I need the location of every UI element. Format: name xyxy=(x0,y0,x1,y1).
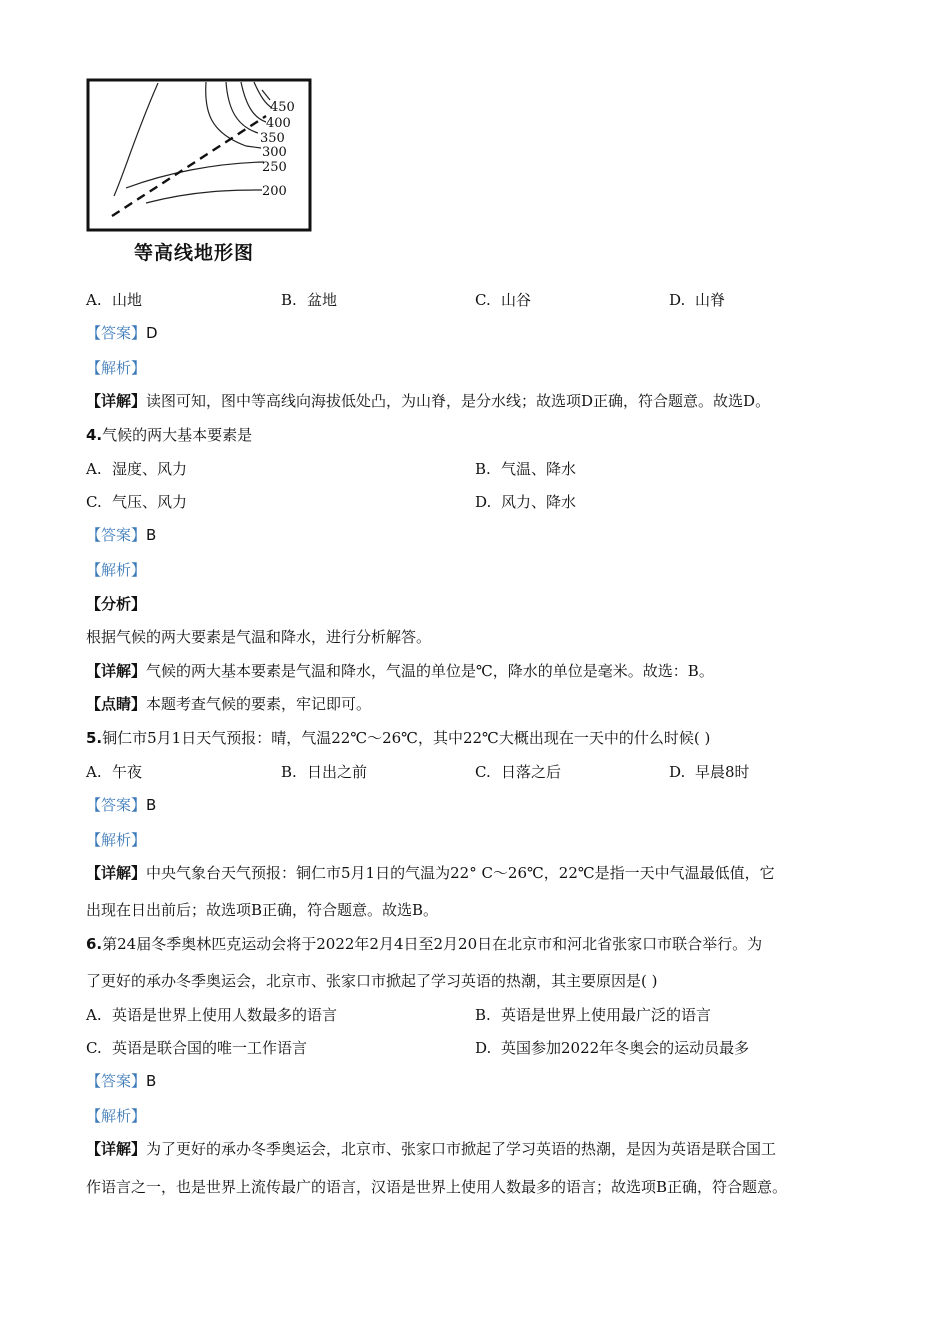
option-text: 日落之后 xyxy=(501,763,562,781)
q3-option-b xyxy=(281,289,337,310)
option-letter: D. xyxy=(475,1039,492,1057)
option-letter: C. xyxy=(475,291,491,309)
option-letter: D. xyxy=(669,763,686,781)
q3-analysis-tag: 【解析】 xyxy=(86,359,147,377)
option-letter: A. xyxy=(86,1006,102,1024)
option-letter: C. xyxy=(86,493,102,511)
question-text: 铜仁市5月1日天气预报：晴，气温22℃～26℃，其中22℃大概出现在一天中的什么时候( ) xyxy=(102,729,711,747)
option-letter: B. xyxy=(475,460,491,478)
answer-tag: 【答案】 xyxy=(86,324,147,342)
q4-dianjing xyxy=(86,693,371,714)
contour-label-200: 200 xyxy=(262,184,287,199)
option-text: 湿度、风力 xyxy=(112,460,188,478)
option-text: 山地 xyxy=(112,291,143,309)
option-text: 风力、降水 xyxy=(501,493,577,511)
question-number: 5. xyxy=(86,729,103,747)
detail-tag: 【详解】 xyxy=(86,662,147,680)
answer-value: B xyxy=(146,796,157,814)
q6-stem-line1 xyxy=(86,933,762,954)
answer-tag: 【答案】 xyxy=(86,796,147,814)
q6-option-c xyxy=(86,1037,307,1058)
q4-fenxi-text: 根据气候的两大要素是气温和降水，进行分析解答。 xyxy=(86,628,432,646)
answer-tag: 【答案】 xyxy=(86,526,147,544)
q4-option-a xyxy=(86,458,187,479)
contour-label-250: 250 xyxy=(262,160,287,175)
q5-option-d xyxy=(669,761,750,782)
detail-text: 气候的两大基本要素是气温和降水，气温的单位是℃，降水的单位是毫米。故选：B。 xyxy=(146,662,714,680)
detail-tag: 【详解】 xyxy=(86,864,147,882)
contour-map-figure xyxy=(86,78,314,268)
q6-answer xyxy=(86,1070,156,1091)
q5-answer xyxy=(86,794,156,815)
detail-tag: 【详解】 xyxy=(86,392,147,410)
option-text: 日出之前 xyxy=(307,763,368,781)
q4-option-c xyxy=(86,491,187,512)
q3-option-a xyxy=(86,289,142,310)
option-letter: D. xyxy=(475,493,492,511)
option-letter: A. xyxy=(86,291,102,309)
question-number: 6. xyxy=(86,935,103,953)
figure-caption: 等高线地形图 xyxy=(134,242,255,264)
q6-stem-line2: 了更好的承办冬季奥运会，北京市、张家口市掀起了学习英语的热潮，其主要原因是( ) xyxy=(86,972,658,990)
q6-analysis-tag: 【解析】 xyxy=(86,1107,147,1125)
contour-label-400: 400 xyxy=(266,116,291,131)
option-letter: C. xyxy=(86,1039,102,1057)
q5-detail-line1 xyxy=(86,862,775,883)
dianjing-tag: 【点睛】 xyxy=(86,695,147,713)
q3-detail xyxy=(86,390,770,411)
q6-option-b xyxy=(475,1004,711,1025)
q4-option-b xyxy=(475,458,576,479)
q6-option-a xyxy=(86,1004,337,1025)
contour-label-450: 450 xyxy=(270,100,295,115)
detail-text: 中央气象台天气预报：铜仁市5月1日的气温为22° C～26℃，22℃是指一天中气温最低值，它 xyxy=(146,864,775,882)
q5-option-a xyxy=(86,761,142,782)
q5-option-c xyxy=(475,761,561,782)
answer-value: D xyxy=(146,324,158,342)
q5-analysis-tag: 【解析】 xyxy=(86,831,147,849)
detail-text: 为了更好的承办冬季奥运会，北京市、张家口市掀起了学习英语的热潮，是因为英语是联合国工 xyxy=(146,1140,777,1158)
question-number: 4. xyxy=(86,426,103,444)
answer-tag: 【答案】 xyxy=(86,1072,147,1090)
q6-option-d xyxy=(475,1037,749,1058)
option-text: 英语是联合国的唯一工作语言 xyxy=(112,1039,308,1057)
option-text: 英语是世界上使用人数最多的语言 xyxy=(112,1006,338,1024)
q4-stem xyxy=(86,424,252,445)
option-text: 英国参加2022年冬奥会的运动员最多 xyxy=(501,1039,750,1057)
option-letter: B. xyxy=(281,291,297,309)
question-text: 第24届冬季奥林匹克运动会将于2022年2月4日至2月20日在北京市和河北省张家口市联合举行。为 xyxy=(102,935,763,953)
option-letter: D. xyxy=(669,291,686,309)
q5-detail-line2: 出现在日出前后；故选项B正确，符合题意。故选B。 xyxy=(86,901,439,919)
q4-fenxi-tag: 【分析】 xyxy=(86,595,147,613)
contour-label-350: 350 xyxy=(260,131,285,146)
detail-tag: 【详解】 xyxy=(86,1140,147,1158)
q5-stem xyxy=(86,727,710,748)
option-text: 盆地 xyxy=(307,291,338,309)
q5-option-b xyxy=(281,761,367,782)
option-text: 午夜 xyxy=(112,763,143,781)
q4-answer xyxy=(86,524,156,545)
question-text: 气候的两大基本要素是 xyxy=(102,426,253,444)
option-letter: B. xyxy=(281,763,297,781)
dianjing-text: 本题考查气候的要素，牢记即可。 xyxy=(146,695,372,713)
detail-text: 读图可知，图中等高线向海拔低处凸，为山脊，是分水线；故选项D正确，符合题意。故选D。 xyxy=(146,392,771,410)
q6-detail-line2: 作语言之一，也是世界上流传最广的语言，汉语是世界上使用人数最多的语言；故选项B正确，符合题意。 xyxy=(86,1178,788,1196)
q4-option-d xyxy=(475,491,576,512)
contour-label-300: 300 xyxy=(262,145,287,160)
option-text: 气压、风力 xyxy=(112,493,188,511)
option-letter: C. xyxy=(475,763,491,781)
option-letter: A. xyxy=(86,763,102,781)
answer-value: B xyxy=(146,526,157,544)
option-letter: B. xyxy=(475,1006,491,1024)
option-text: 气温、降水 xyxy=(501,460,577,478)
q3-option-c xyxy=(475,289,531,310)
q4-detail xyxy=(86,660,714,681)
option-text: 早晨8时 xyxy=(695,763,750,781)
q3-answer xyxy=(86,322,158,343)
option-text: 山谷 xyxy=(501,291,532,309)
q3-option-d xyxy=(669,289,725,310)
q4-analysis-tag: 【解析】 xyxy=(86,561,147,579)
option-text: 山脊 xyxy=(695,291,726,309)
option-text: 英语是世界上使用最广泛的语言 xyxy=(501,1006,712,1024)
answer-value: B xyxy=(146,1072,157,1090)
q6-detail-line1 xyxy=(86,1138,776,1159)
option-letter: A. xyxy=(86,460,102,478)
